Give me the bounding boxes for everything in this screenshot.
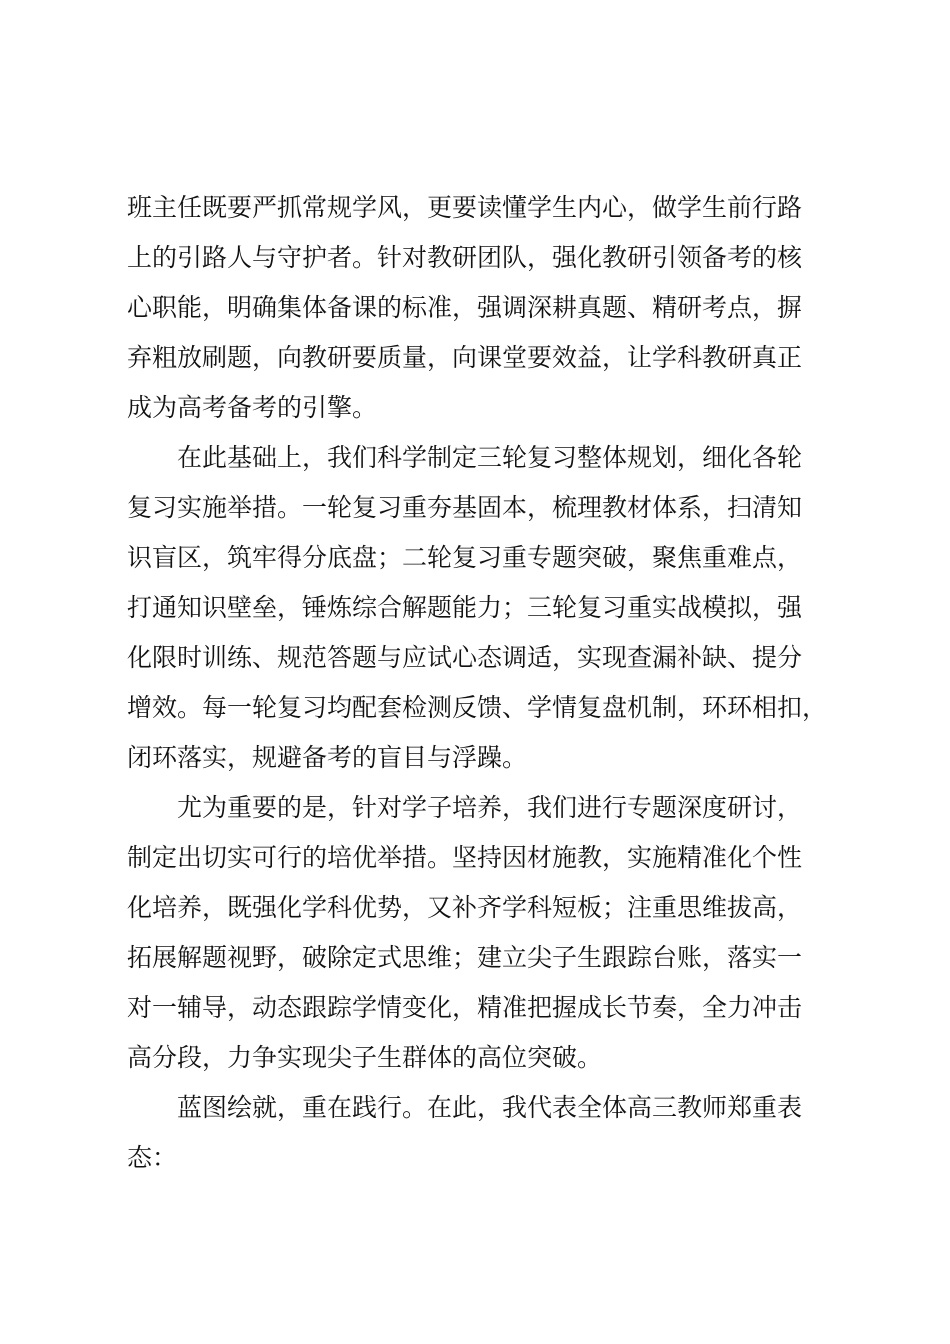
text-line: 成为高考备考的引擎。 — [127, 393, 378, 422]
text-line: 拓展解题视野，破除定式思维；建立尖子生跟踪台账，落实一 — [127, 943, 803, 972]
text-line: 化培养，既强化学科优势，又补齐学科短板；注重思维拔高， — [127, 893, 803, 922]
text-line: 在此基础上，我们科学制定三轮复习整体规划，细化各轮 — [177, 443, 803, 472]
paragraph-1 — [127, 183, 837, 433]
text-line: 弃粗放刷题，向教研要质量，向课堂要效益，让学科教研真正 — [127, 343, 803, 372]
text-line: 蓝图绘就，重在践行。在此，我代表全体高三教师郑重表 — [177, 1093, 803, 1122]
paragraph-4 — [127, 1083, 837, 1183]
text-line: 心职能，明确集体备课的标准，强调深耕真题、精研考点，摒 — [127, 293, 803, 322]
text-line: 识盲区，筑牢得分底盘；二轮复习重专题突破，聚焦重难点， — [127, 543, 803, 572]
paragraph-2 — [127, 433, 837, 783]
text-line: 化限时训练、规范答题与应试心态调适，实现查漏补缺、提分 — [127, 643, 803, 672]
paragraph-3 — [127, 783, 837, 1083]
text-line: 打通知识壁垒，锤炼综合解题能力；三轮复习重实战模拟，强 — [127, 593, 803, 622]
text-line: 班主任既要严抓常规学风，更要读懂学生内心，做学生前行路 — [127, 193, 803, 222]
text-line: 上的引路人与守护者。针对教研团队，强化教研引领备考的核 — [127, 243, 803, 272]
text-line: 态： — [127, 1143, 178, 1172]
text-line: 对一辅导，动态跟踪学情变化，精准把握成长节奏，全力冲击 — [127, 993, 803, 1022]
text-line: 高分段，力争实现尖子生群体的高位突破。 — [127, 1043, 603, 1072]
text-line: 制定出切实可行的培优举措。坚持因材施教，实施精准化个性 — [127, 843, 803, 872]
text-line: 复习实施举措。一轮复习重夯基固本，梳理教材体系，扫清知 — [127, 493, 803, 522]
text-line: 闭环落实，规避备考的盲目与浮躁。 — [127, 743, 528, 772]
text-line: 尤为重要的是，针对学子培养，我们进行专题深度研讨， — [177, 793, 803, 822]
body-text — [127, 183, 837, 1183]
text-line: 增效。每一轮复习均配套检测反馈、学情复盘机制，环环相扣， — [127, 693, 828, 722]
